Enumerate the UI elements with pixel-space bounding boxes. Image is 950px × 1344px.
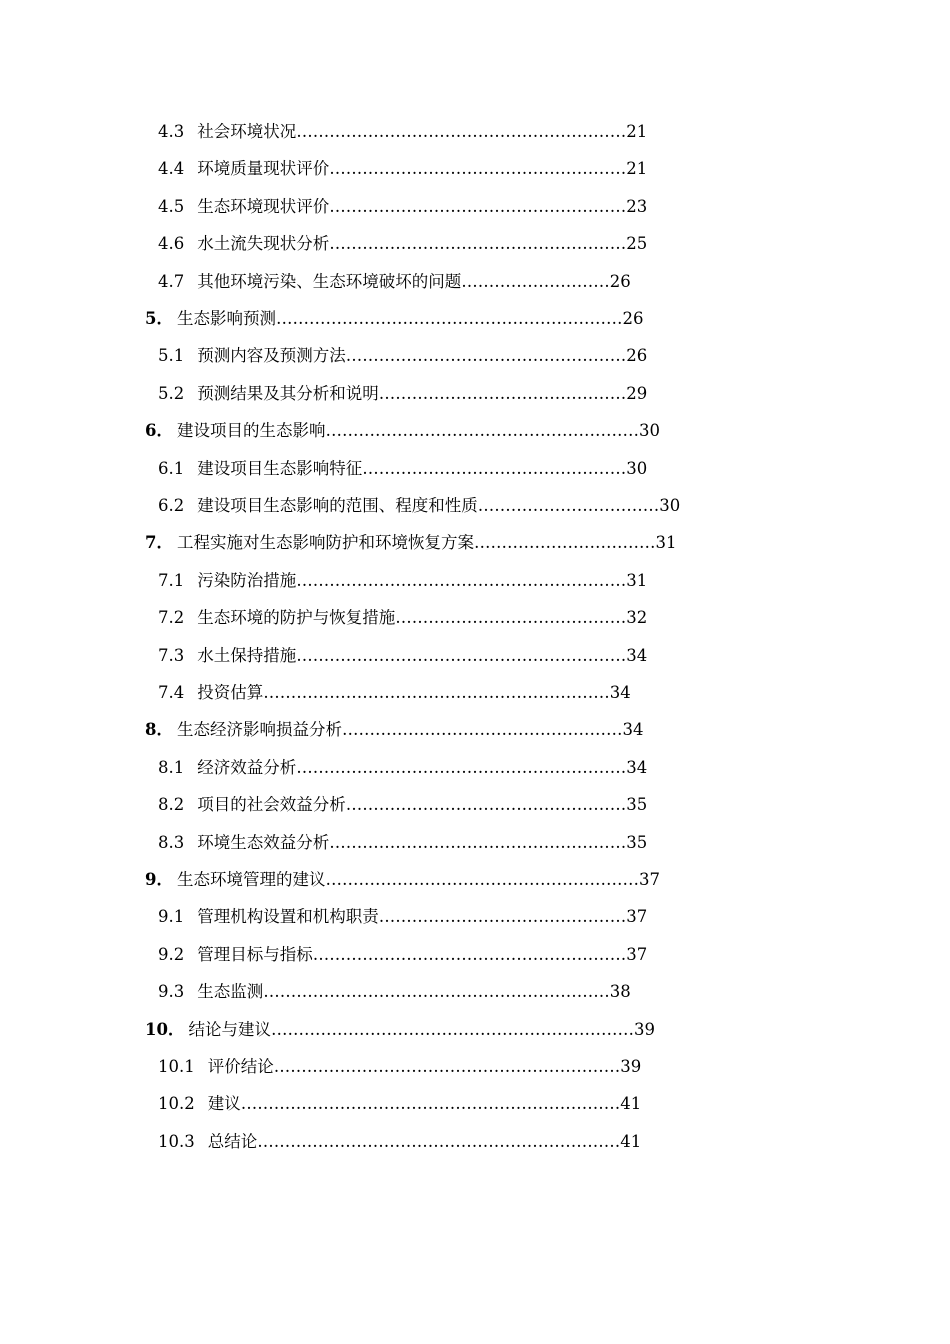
toc-entry-number: 9.2 [158, 944, 185, 964]
toc-section-entry [158, 942, 647, 968]
toc-entry-number: 5． [145, 309, 173, 328]
toc-page-number: 31 [626, 570, 648, 590]
toc-dot-leader: ………………………………………… [362, 458, 627, 478]
toc-page-number: 26 [609, 271, 631, 291]
toc-entry-number: 9． [145, 870, 173, 889]
toc-entry-number: 8.3 [158, 832, 185, 852]
toc-page-number: 30 [626, 458, 648, 478]
toc-entry-title: 项目的社会效益分析 [197, 795, 346, 815]
toc-dot-leader: …………………………………………………… [296, 757, 627, 777]
toc-page-number: 21 [626, 122, 648, 141]
toc-page-number: 35 [626, 795, 648, 815]
toc-entry-title: 生态影响预测 [176, 309, 276, 328]
toc-entry-number: 7.2 [158, 608, 185, 628]
toc-entry-number: 4.3 [158, 122, 185, 141]
toc-dot-leader: …………………………………………… [345, 795, 627, 815]
toc-entry-number: 8.2 [158, 795, 185, 815]
toc-page-number: 37 [626, 907, 648, 927]
toc-section-entry [158, 755, 647, 781]
toc-entry-title: 管理目标与指标 [197, 944, 313, 964]
toc-dot-leader: …………………………………… [395, 608, 627, 628]
toc-entry-number: 10.3 [158, 1131, 195, 1151]
toc-page-number: 41 [620, 1131, 642, 1151]
toc-entry-title: 生态环境现状评价 [197, 196, 330, 216]
toc-section-entry [158, 1054, 641, 1080]
toc-dot-leader: ………………………………………………………… [257, 1131, 621, 1151]
toc-dot-leader: …………………………………………………………… [240, 1094, 621, 1114]
toc-section-entry [158, 1129, 641, 1155]
toc-entry-number: 6.2 [158, 496, 185, 515]
toc-entry-number: 7.4 [158, 683, 185, 702]
toc-dot-leader: ……………………………………………………… [273, 1057, 621, 1076]
toc-section-entry [158, 456, 647, 482]
toc-dot-leader: ………………………………………………… [325, 421, 639, 441]
toc-section-entry [158, 643, 647, 669]
toc-page-number: 37 [626, 944, 648, 964]
toc-entry-title: 预测内容及预测方法 [197, 346, 346, 366]
toc-entry-title: 社会环境状况 [197, 122, 297, 141]
toc-entry-title: 建设项目的生态影响 [176, 421, 326, 441]
toc-chapter-entry [145, 717, 643, 743]
toc-dot-leader: ……………………………………………… [329, 234, 627, 254]
toc-dot-leader: ……………………………………………………… [263, 683, 610, 702]
toc-dot-leader: ………………………………………………… [325, 870, 639, 889]
toc-dot-leader: ……………………………………………… [329, 832, 627, 852]
toc-entry-number: 10.1 [158, 1057, 195, 1076]
toc-entry-title: 投资估算 [197, 683, 264, 702]
toc-dot-leader: …………………………… [477, 496, 660, 515]
toc-entry-title: 环境生态效益分析 [197, 832, 330, 852]
toc-entry-number: 5.2 [158, 383, 185, 403]
toc-section-entry [158, 830, 647, 856]
toc-page-number: 32 [626, 608, 648, 628]
toc-entry-title: 生态监测 [197, 982, 264, 1002]
toc-entry-title: 工程实施对生态影响防护和环境恢复方案 [176, 533, 474, 553]
toc-dot-leader: …………………………………………………… [296, 570, 627, 590]
toc-section-entry [158, 381, 647, 407]
toc-entry-title: 建设项目生态影响的范围、程度和性质 [197, 496, 478, 515]
toc-entry-number: 9.3 [158, 982, 185, 1002]
toc-section-entry [158, 1091, 641, 1117]
toc-page-number: 21 [626, 159, 648, 179]
toc-section-entry [158, 493, 680, 519]
toc-page-number: 30 [659, 496, 681, 515]
toc-page-number: 34 [626, 757, 648, 777]
toc-section-entry [158, 119, 647, 145]
toc-dot-leader: ………………………………………………………… [270, 1019, 634, 1039]
toc-section-entry [158, 792, 647, 818]
toc-dot-leader: …………………………………………… [345, 346, 627, 366]
toc-page-number: 25 [626, 234, 648, 254]
toc-page-number: 34 [622, 720, 644, 740]
toc-chapter-entry [145, 530, 676, 556]
toc-entry-title: 预测结果及其分析和说明 [197, 383, 379, 403]
toc-entry-title: 水土流失现状分析 [197, 234, 330, 254]
toc-page-number: 34 [626, 645, 648, 665]
toc-dot-leader: ……………………………………… [378, 907, 627, 927]
toc-entry-number: 4.5 [158, 196, 185, 216]
toc-section-entry [158, 156, 647, 182]
toc-section-entry [158, 904, 647, 930]
toc-entry-title: 生态环境管理的建议 [176, 870, 326, 889]
toc-page-number: 26 [626, 346, 648, 366]
toc-page-number: 39 [633, 1019, 655, 1039]
toc-page-number: 35 [626, 832, 648, 852]
toc-section-entry [158, 231, 647, 257]
toc-entry-number: 8.1 [158, 757, 185, 777]
toc-section-entry [158, 343, 647, 369]
toc-chapter-entry [145, 1017, 655, 1043]
toc-page-number: 41 [620, 1094, 642, 1114]
toc-entry-number: 6． [145, 421, 173, 441]
toc-dot-leader: ……………………………………………………… [263, 982, 610, 1002]
toc-entry-number: 10.2 [158, 1094, 195, 1114]
toc-entry-title: 评价结论 [207, 1057, 274, 1076]
toc-entry-number: 4.4 [158, 159, 185, 179]
toc-dot-leader: ………………………………………………… [312, 944, 627, 964]
toc-dot-leader: ……………………………………………… [329, 159, 627, 179]
toc-page-number: 30 [638, 421, 660, 441]
toc-entry-title: 管理机构设置和机构职责 [197, 907, 379, 927]
toc-entry-number: 9.1 [158, 907, 185, 927]
toc-page-number: 26 [622, 309, 644, 328]
toc-chapter-entry [145, 867, 660, 893]
toc-entry-number: 7.1 [158, 570, 185, 590]
toc-entry-number: 6.1 [158, 458, 185, 478]
toc-section-entry [158, 194, 647, 220]
toc-chapter-entry [145, 306, 643, 332]
toc-entry-title: 生态环境的防护与恢复措施 [197, 608, 396, 628]
toc-entry-number: 10． [145, 1019, 185, 1039]
toc-entry-number: 7.3 [158, 645, 185, 665]
toc-page-number: 29 [626, 383, 648, 403]
toc-dot-leader: …………………………………………………… [296, 645, 627, 665]
toc-page-number: 23 [626, 196, 648, 216]
toc-entry-title: 总结论 [207, 1131, 258, 1151]
toc-page-number: 39 [620, 1057, 642, 1076]
toc-entry-title: 建设项目生态影响特征 [197, 458, 363, 478]
toc-entry-title: 污染防治措施 [197, 570, 297, 590]
toc-dot-leader: ……………………………………… [378, 383, 627, 403]
toc-page-number: 37 [638, 870, 660, 889]
toc-entry-title: 环境质量现状评价 [197, 159, 330, 179]
toc-entry-number: 8． [145, 720, 173, 740]
toc-dot-leader: …………………………………………………… [296, 122, 627, 141]
toc-entry-number: 4.7 [158, 271, 185, 291]
toc-dot-leader: ……………………………………………… [329, 196, 627, 216]
toc-section-entry [158, 269, 631, 295]
toc-section-entry [158, 979, 631, 1005]
toc-page-number: 38 [609, 982, 631, 1002]
toc-dot-leader: ……………………… [461, 271, 610, 291]
toc-dot-leader: …………………………… [473, 533, 656, 553]
toc-entry-number: 5.1 [158, 346, 185, 366]
toc-page-number: 34 [609, 683, 631, 702]
toc-dot-leader: …………………………………………… [341, 720, 623, 740]
toc-page-number: 31 [655, 533, 677, 553]
toc-entry-title: 建议 [207, 1094, 241, 1114]
toc-entry-title: 结论与建议 [188, 1019, 271, 1039]
toc-chapter-entry [145, 418, 660, 444]
toc-entry-title: 水土保持措施 [197, 645, 297, 665]
toc-entry-title: 其他环境污染、生态环境破坏的问题 [197, 271, 462, 291]
toc-entry-number: 4.6 [158, 234, 185, 254]
toc-section-entry [158, 605, 647, 631]
toc-section-entry [158, 568, 647, 594]
toc-section-entry [158, 680, 631, 706]
toc-dot-leader: ……………………………………………………… [275, 309, 623, 328]
toc-entry-title: 生态经济影响损益分析 [176, 720, 342, 740]
toc-entry-number: 7． [145, 533, 173, 553]
toc-entry-title: 经济效益分析 [197, 757, 297, 777]
